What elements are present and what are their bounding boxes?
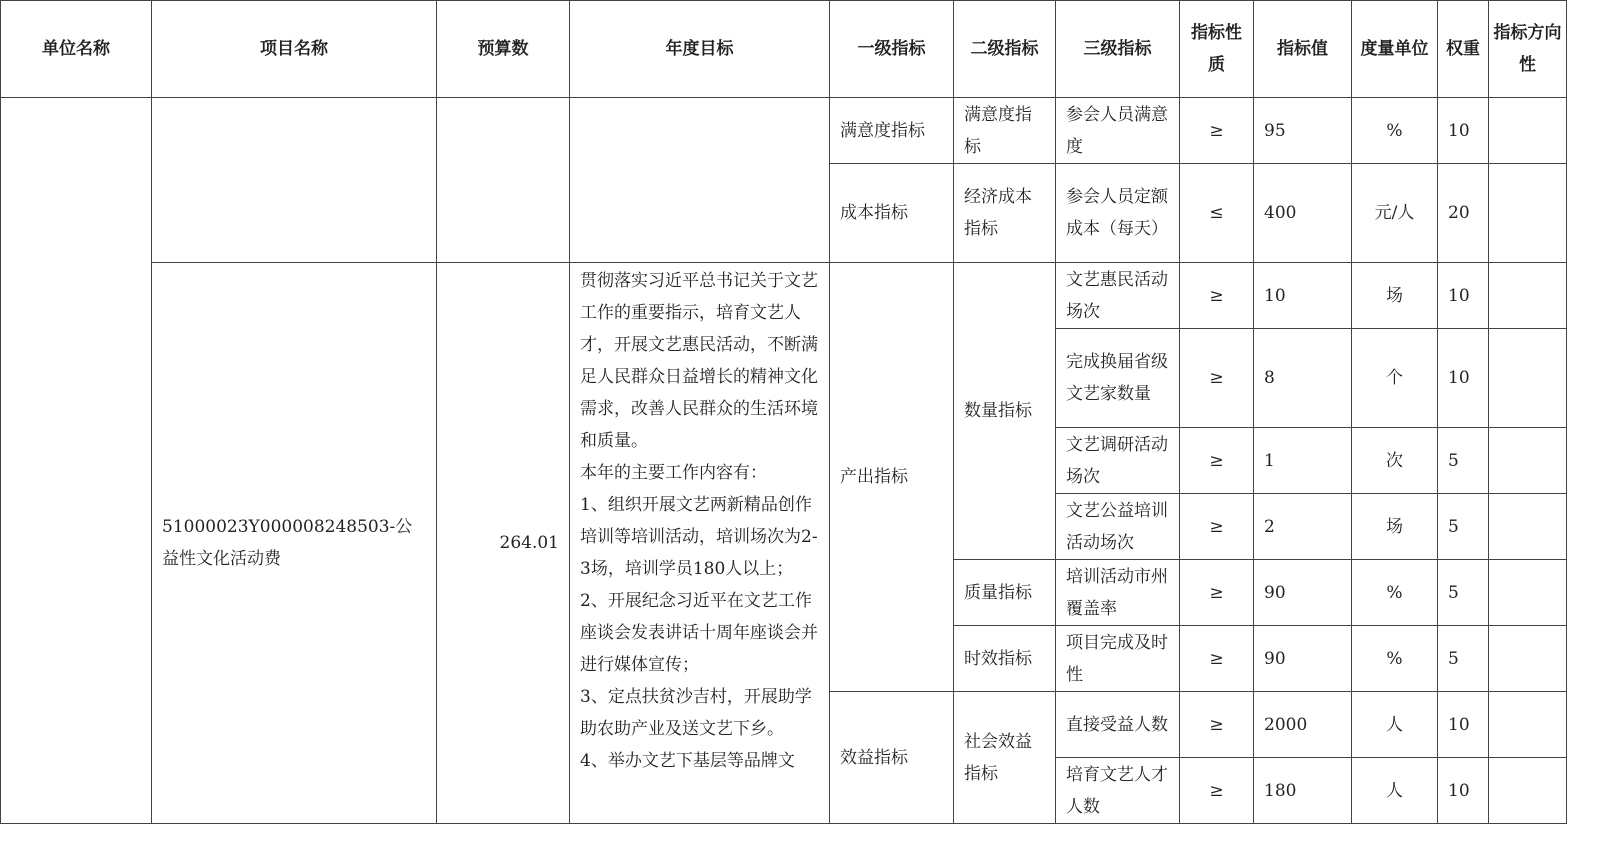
direction-cell [1489, 758, 1567, 824]
value-cell: 400 [1254, 164, 1352, 263]
level3-cell: 文艺调研活动场次 [1056, 428, 1180, 494]
value-cell: 90 [1254, 560, 1352, 626]
header-direction: 指标方向性 [1489, 1, 1567, 98]
nature-cell: ≤ [1180, 164, 1254, 263]
value-cell: 2 [1254, 494, 1352, 560]
level3-cell: 文艺惠民活动场次 [1056, 263, 1180, 329]
level3-cell: 参会人员定额成本（每天） [1056, 164, 1180, 263]
level2-timeliness-cell: 时效指标 [954, 626, 1056, 692]
nature-cell: ≥ [1180, 98, 1254, 164]
header-unit: 度量单位 [1352, 1, 1438, 98]
weight-cell: 20 [1438, 164, 1489, 263]
weight-cell: 5 [1438, 560, 1489, 626]
level1-benefit-cell: 效益指标 [830, 692, 954, 824]
nature-cell: ≥ [1180, 758, 1254, 824]
value-cell: 95 [1254, 98, 1352, 164]
nature-cell: ≥ [1180, 428, 1254, 494]
nature-cell: ≥ [1180, 626, 1254, 692]
direction-cell [1489, 494, 1567, 560]
header-row [1, 1, 1567, 98]
unit-cell: % [1352, 98, 1438, 164]
header-nature: 指标性质 [1180, 1, 1254, 98]
level2-cell: 经济成本指标 [954, 164, 1056, 263]
direction-cell [1489, 329, 1567, 428]
level3-cell: 培训活动市州覆盖率 [1056, 560, 1180, 626]
header-level2: 二级指标 [954, 1, 1056, 98]
level3-cell: 培育文艺人才人数 [1056, 758, 1180, 824]
value-cell: 2000 [1254, 692, 1352, 758]
table-row [1, 98, 1567, 164]
direction-cell [1489, 263, 1567, 329]
unit-cell: % [1352, 626, 1438, 692]
unit-cell: 人 [1352, 692, 1438, 758]
value-cell: 1 [1254, 428, 1352, 494]
nature-cell: ≥ [1180, 494, 1254, 560]
weight-cell: 5 [1438, 494, 1489, 560]
level3-cell: 文艺公益培训活动场次 [1056, 494, 1180, 560]
direction-cell [1489, 164, 1567, 263]
header-unit-name: 单位名称 [1, 1, 152, 98]
header-value: 指标值 [1254, 1, 1352, 98]
nature-cell: ≥ [1180, 692, 1254, 758]
level2-cell: 满意度指标 [954, 98, 1056, 164]
value-cell: 180 [1254, 758, 1352, 824]
prev-budget-cell [437, 98, 570, 263]
unit-cell: 场 [1352, 494, 1438, 560]
value-cell: 10 [1254, 263, 1352, 329]
header-level1: 一级指标 [830, 1, 954, 98]
weight-cell: 5 [1438, 428, 1489, 494]
nature-cell: ≥ [1180, 329, 1254, 428]
level1-output-cell: 产出指标 [830, 263, 954, 692]
prev-goal-cell [570, 98, 830, 263]
level3-cell: 参会人员满意度 [1056, 98, 1180, 164]
level3-cell: 直接受益人数 [1056, 692, 1180, 758]
unit-cell: 人 [1352, 758, 1438, 824]
header-annual-goal: 年度目标 [570, 1, 830, 98]
level3-cell: 项目完成及时性 [1056, 626, 1180, 692]
level3-cell: 完成换届省级文艺家数量 [1056, 329, 1180, 428]
unit-cell: % [1352, 560, 1438, 626]
header-budget: 预算数 [437, 1, 570, 98]
weight-cell: 10 [1438, 692, 1489, 758]
unit-name-cell [1, 98, 152, 824]
level2-quantity-cell: 数量指标 [954, 263, 1056, 560]
annual-goal-cell: 贯彻落实习近平总书记关于文艺工作的重要指示，培育文艺人才，开展文艺惠民活动，不断满足人民群众日益增长的精神文化需求，改善人民群众的生活环境和质量。 本年的主要工作内容有： 1、组织开展文艺两新精品创作培训等培训活动，培训场次为2-3场，培训学员180人以上； 2、开展纪念习近平在文艺工作座谈会发表讲话十周年座谈会并进行媒体宣传； 3、定点扶贫沙吉村，开展助学助农助产业及送文艺下乡。 4、举办文艺下基层等品牌文 [570, 263, 830, 824]
project-name-cell: 51000023Y000008248503-公益性文化活动费 [152, 263, 437, 824]
level2-quality-cell: 质量指标 [954, 560, 1056, 626]
level2-social-cell: 社会效益指标 [954, 692, 1056, 824]
weight-cell: 10 [1438, 263, 1489, 329]
weight-cell: 10 [1438, 329, 1489, 428]
weight-cell: 10 [1438, 758, 1489, 824]
unit-cell: 元/人 [1352, 164, 1438, 263]
budget-cell: 264.01 [437, 263, 570, 824]
header-project-name: 项目名称 [152, 1, 437, 98]
direction-cell [1489, 560, 1567, 626]
weight-cell: 5 [1438, 626, 1489, 692]
nature-cell: ≥ [1180, 263, 1254, 329]
direction-cell [1489, 626, 1567, 692]
direction-cell [1489, 428, 1567, 494]
prev-project-name-cell [152, 98, 437, 263]
header-level3: 三级指标 [1056, 1, 1180, 98]
level1-cell: 成本指标 [830, 164, 954, 263]
unit-cell: 次 [1352, 428, 1438, 494]
value-cell: 8 [1254, 329, 1352, 428]
weight-cell: 10 [1438, 98, 1489, 164]
level1-cell: 满意度指标 [830, 98, 954, 164]
unit-cell: 场 [1352, 263, 1438, 329]
direction-cell [1489, 98, 1567, 164]
unit-cell: 个 [1352, 329, 1438, 428]
table-row [1, 263, 1567, 329]
header-weight: 权重 [1438, 1, 1489, 98]
nature-cell: ≥ [1180, 560, 1254, 626]
direction-cell [1489, 692, 1567, 758]
value-cell: 90 [1254, 626, 1352, 692]
